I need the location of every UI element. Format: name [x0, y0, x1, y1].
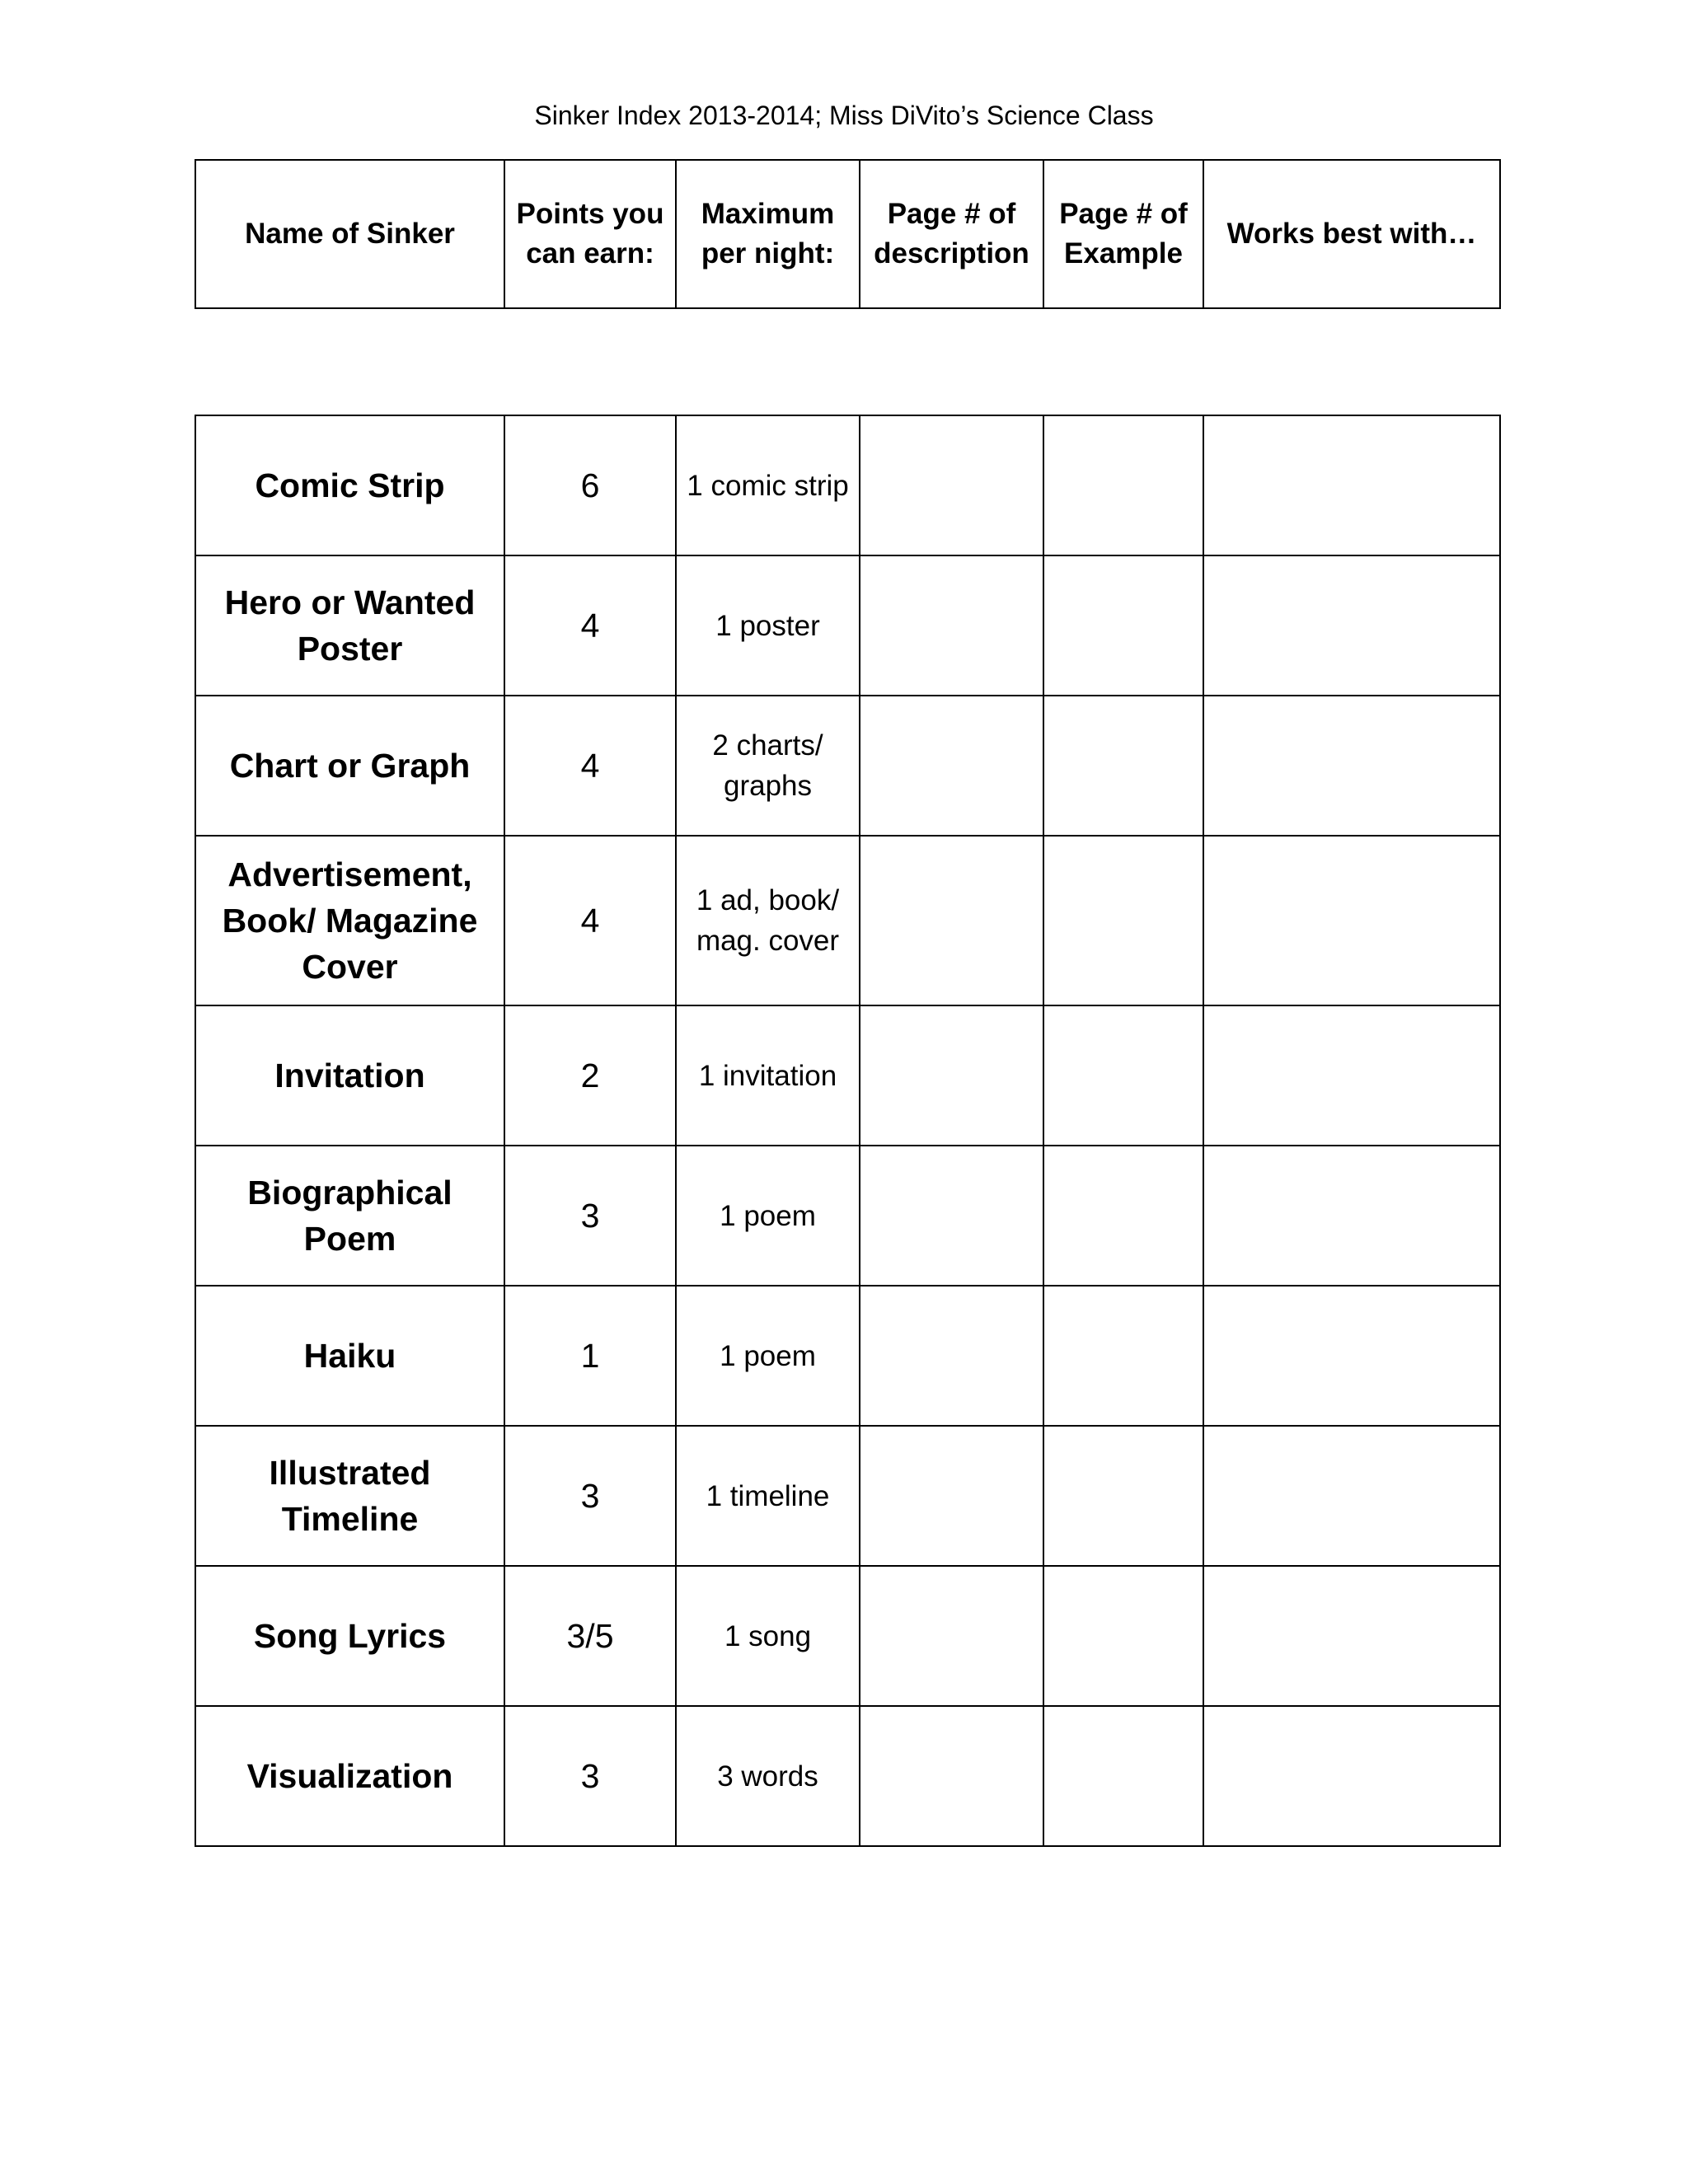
- sinker-points: 1: [504, 1286, 676, 1426]
- sinker-max: 1 poster: [676, 555, 860, 696]
- page-example-cell[interactable]: [1043, 836, 1203, 1005]
- table-row: [195, 415, 1500, 555]
- page-example-cell[interactable]: [1043, 555, 1203, 696]
- table-row: [195, 836, 1500, 1005]
- sinker-points: 4: [504, 696, 676, 836]
- works-best-with-cell[interactable]: [1203, 1566, 1500, 1706]
- header-row: [195, 160, 1500, 308]
- header-works-best-with: Works best with…: [1203, 160, 1500, 308]
- header-name-of-sinker: Name of Sinker: [195, 160, 504, 308]
- page-description-cell[interactable]: [860, 1566, 1043, 1706]
- sinker-max: 1 timeline: [676, 1426, 860, 1566]
- works-best-with-cell[interactable]: [1203, 836, 1500, 1005]
- page-description-cell[interactable]: [860, 836, 1043, 1005]
- works-best-with-cell[interactable]: [1203, 1005, 1500, 1146]
- page-example-cell[interactable]: [1043, 1146, 1203, 1286]
- sinker-name: Invitation: [195, 1005, 504, 1146]
- table-row: [195, 1286, 1500, 1426]
- table-row: [195, 1426, 1500, 1566]
- sinker-max: 1 comic strip: [676, 415, 860, 555]
- table-row: [195, 555, 1500, 696]
- sinker-name: Song Lyrics: [195, 1566, 504, 1706]
- header-page-description: Page # of description: [860, 160, 1043, 308]
- sinker-name: Visualization: [195, 1706, 504, 1846]
- sinker-max: 1 poem: [676, 1146, 860, 1286]
- sinker-table: [195, 415, 1501, 1847]
- works-best-with-cell[interactable]: [1203, 555, 1500, 696]
- sinker-points: 3/5: [504, 1566, 676, 1706]
- works-best-with-cell[interactable]: [1203, 1426, 1500, 1566]
- table-row: [195, 1005, 1500, 1146]
- page-description-cell[interactable]: [860, 1286, 1043, 1426]
- header-max-per-night: Maximum per night:: [676, 160, 860, 308]
- header-page-example: Page # of Example: [1043, 160, 1203, 308]
- page-title: Sinker Index 2013-2014; Miss DiVito’s Science Class: [534, 101, 1154, 130]
- page-example-cell[interactable]: [1043, 1286, 1203, 1426]
- page-description-cell[interactable]: [860, 415, 1043, 555]
- sinker-name: Illustrated Timeline: [195, 1426, 504, 1566]
- works-best-with-cell[interactable]: [1203, 1146, 1500, 1286]
- page-example-cell[interactable]: [1043, 1426, 1203, 1566]
- works-best-with-cell[interactable]: [1203, 1706, 1500, 1846]
- page-example-cell[interactable]: [1043, 696, 1203, 836]
- sinker-name: Chart or Graph: [195, 696, 504, 836]
- page-example-cell[interactable]: [1043, 1706, 1203, 1846]
- sinker-name: Haiku: [195, 1286, 504, 1426]
- sinker-max: 1 poem: [676, 1286, 860, 1426]
- table-row: [195, 1706, 1500, 1846]
- sinker-points: 3: [504, 1146, 676, 1286]
- page-description-cell[interactable]: [860, 555, 1043, 696]
- sinker-points: 4: [504, 836, 676, 1005]
- sinker-max: 1 invitation: [676, 1005, 860, 1146]
- page-example-cell[interactable]: [1043, 415, 1203, 555]
- sinker-max: 1 ad, book/ mag. cover: [676, 836, 860, 1005]
- sinker-name: Biographical Poem: [195, 1146, 504, 1286]
- sinker-points: 4: [504, 555, 676, 696]
- page-example-cell[interactable]: [1043, 1566, 1203, 1706]
- page-example-cell[interactable]: [1043, 1005, 1203, 1146]
- sinker-name: Comic Strip: [195, 415, 504, 555]
- sinker-max: 3 words: [676, 1706, 860, 1846]
- sinker-name: Advertisement, Book/ Magazine Cover: [195, 836, 504, 1005]
- page-description-cell[interactable]: [860, 1706, 1043, 1846]
- works-best-with-cell[interactable]: [1203, 696, 1500, 836]
- sinker-points: 2: [504, 1005, 676, 1146]
- header-points: Points you can earn:: [504, 160, 676, 308]
- table-row: [195, 696, 1500, 836]
- page-description-cell[interactable]: [860, 1005, 1043, 1146]
- table-row: [195, 1566, 1500, 1706]
- works-best-with-cell[interactable]: [1203, 415, 1500, 555]
- sinker-points: 6: [504, 415, 676, 555]
- sinker-points: 3: [504, 1426, 676, 1566]
- page-description-cell[interactable]: [860, 1146, 1043, 1286]
- page-description-cell[interactable]: [860, 1426, 1043, 1566]
- sinker-points: 3: [504, 1706, 676, 1846]
- works-best-with-cell[interactable]: [1203, 1286, 1500, 1426]
- sinker-header-table: [195, 159, 1501, 309]
- page-description-cell[interactable]: [860, 696, 1043, 836]
- sinker-max: 2 charts/ graphs: [676, 696, 860, 836]
- sinker-name: Hero or Wanted Poster: [195, 555, 504, 696]
- table-row: [195, 1146, 1500, 1286]
- sinker-max: 1 song: [676, 1566, 860, 1706]
